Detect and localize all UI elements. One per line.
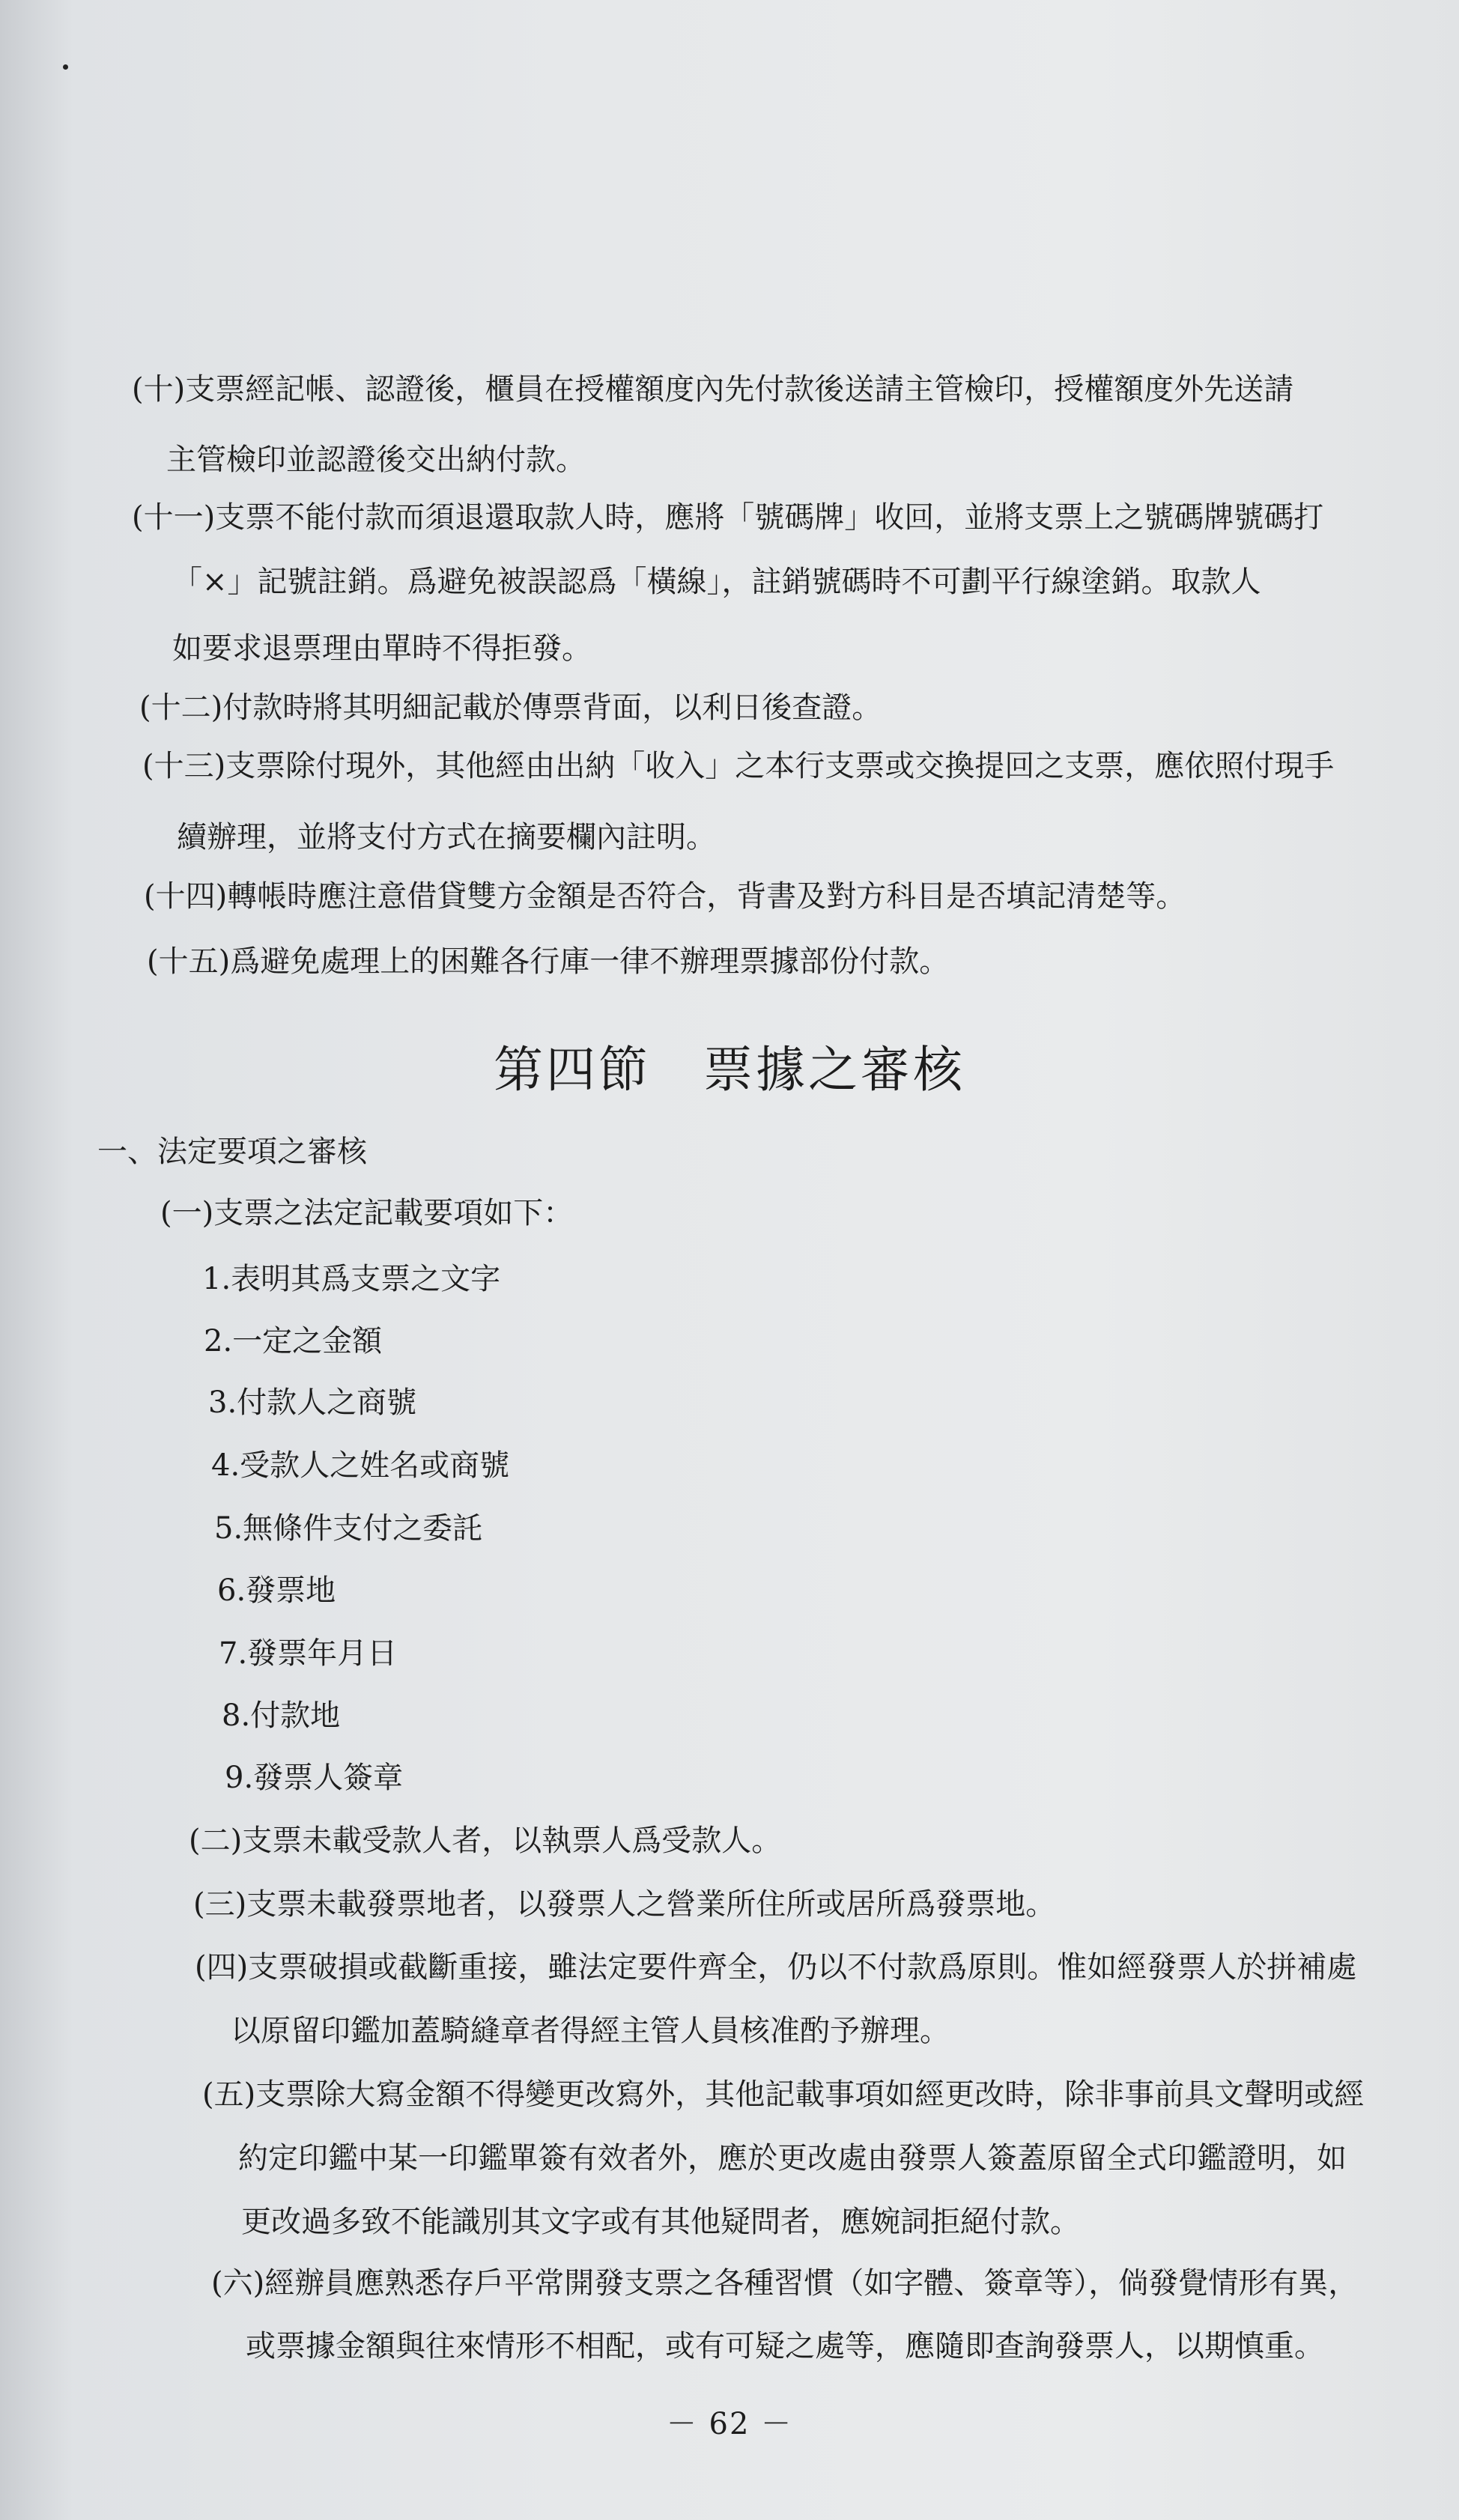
- requirement-item: 7.發票年月日: [219, 1636, 398, 1671]
- item-5-line-2: 約定印鑑中某一印鑑單簽有效者外，應於更改處由發票人簽蓋原留全式印鑑證明，如: [238, 2141, 1347, 2176]
- requirement-item: 3.付款人之商號: [208, 1385, 417, 1420]
- item-11-line-2: 「×」記號註銷。爲避免被誤認爲「橫線」，註銷號碼時不可劃平行線塗銷。取款人: [172, 565, 1261, 599]
- item-2-line-1: (二)支票未載受款人者，以執票人爲受款人。: [189, 1824, 782, 1858]
- item-4-line-2: 以原留印鑑加蓋騎縫章者得經主管人員核准酌予辦理。: [231, 2014, 950, 2048]
- item-10-line-2: 主管檢印並認證後交出納付款。: [166, 443, 586, 477]
- item-14-line-1: (十四)轉帳時應注意借貸雙方金額是否符合，背書及對方科目是否填記清楚等。: [144, 879, 1186, 914]
- requirement-item: 6.發票地: [217, 1573, 336, 1608]
- item-15-line-1: (十五)爲避免處理上的困難各行庫一律不辦理票據部份付款。: [147, 944, 950, 979]
- item-5-line-1: (五)支票除大寫金額不得變更改寫外，其他記載事項如經更改時，除非事前具文聲明或經: [202, 2077, 1365, 2112]
- section-heading: 第四節 票據之審核: [494, 1041, 965, 1099]
- requirement-item: 1.表明其爲支票之文字: [202, 1262, 501, 1296]
- subsection-title: 一、法定要項之審核: [97, 1135, 367, 1169]
- item-6-line-2: 或票據金額與往來情形不相配，或有可疑之處等，應隨即查詢發票人，以期慎重。: [246, 2329, 1324, 2363]
- item-5-line-3: 更改過多致不能識別其文字或有其他疑問者，應婉詞拒絕付款。: [241, 2205, 1080, 2239]
- requirement-item: 4.受款人之姓名或商號: [211, 1448, 510, 1483]
- item-4-line-1: (四)支票破損或截斷重接，雖法定要件齊全，仍以不付款爲原則。惟如經發票人於拼補處: [195, 1950, 1357, 1985]
- item-10-line-1: (十)支票經記帳、認證後，櫃員在授權額度內先付款後送請主管檢印，授權額度外先送請: [132, 372, 1294, 407]
- requirement-item: 8.付款地: [222, 1698, 341, 1733]
- page-number: － 62 －: [666, 2407, 793, 2441]
- ink-dot: [63, 64, 68, 70]
- item-13-line-2: 續辦理，並將支付方式在摘要欄內註明。: [177, 820, 716, 854]
- item-3-line-1: (三)支票未載發票地者，以發票人之營業所住所或居所爲發票地。: [193, 1887, 1056, 1922]
- requirements-intro: (一)支票之法定記載要項如下：: [160, 1196, 574, 1230]
- item-11-line-1: (十一)支票不能付款而須退還取款人時，應將「號碼牌」收回，並將支票上之號碼牌號碼打: [132, 500, 1324, 535]
- item-11-line-3: 如要求退票理由單時不得拒發。: [172, 631, 592, 666]
- item-12-line-1: (十二)付款時將其明細記載於傳票背面，以利日後查證。: [139, 690, 882, 725]
- requirement-item: 2.一定之金額: [204, 1324, 383, 1358]
- requirement-item: 9.發票人簽章: [225, 1761, 404, 1795]
- item-13-line-1: (十三)支票除付現外，其他經由出納「收入」之本行支票或交換提回之支票，應依照付現手: [142, 749, 1335, 783]
- requirement-item: 5.無條件支付之委託: [214, 1511, 483, 1546]
- item-6-line-1: (六)經辦員應熟悉存戶平常開發支票之各種習慣（如字體、簽章等），倘發覺情形有異，: [211, 2266, 1359, 2301]
